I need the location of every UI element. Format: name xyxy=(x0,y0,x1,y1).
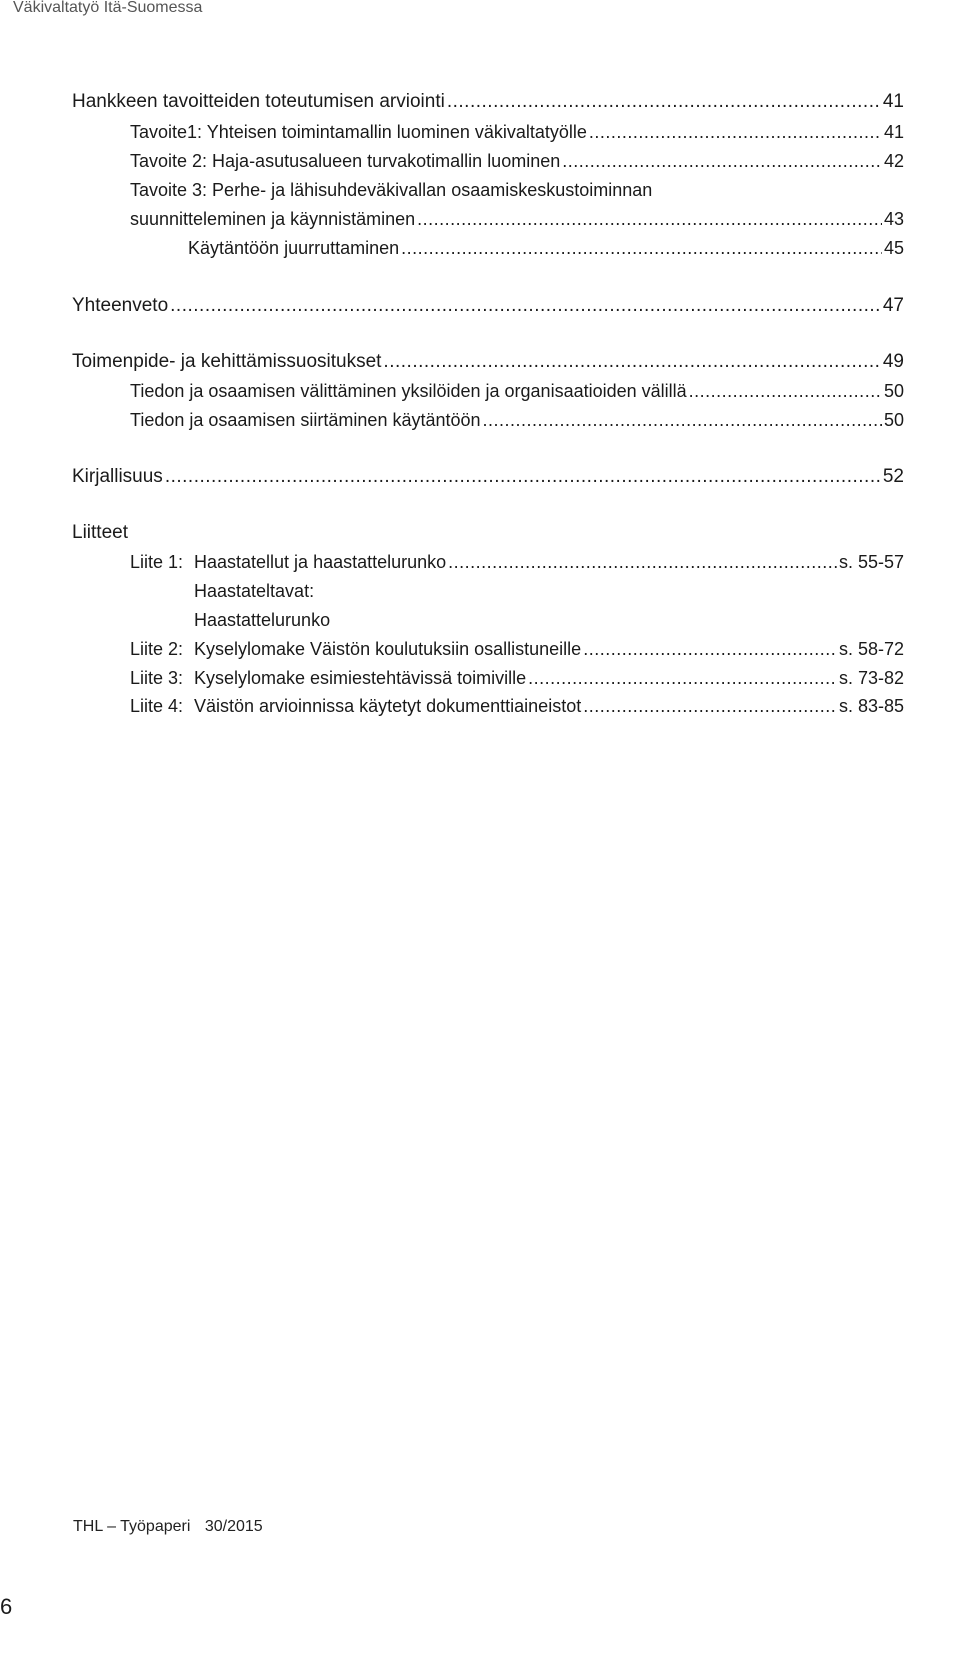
toc-label: Toimenpide- ja kehittämissuositukset xyxy=(72,351,382,372)
leader-dots xyxy=(583,635,837,663)
liite-key: Liite 4: xyxy=(130,696,184,716)
toc-entry-tavoite3-line1[interactable]: Tavoite 3: Perhe- ja lähisuhdeväkivallan osaamiskeskustoiminnan xyxy=(130,180,653,200)
toc-label: Tavoite1: Yhteisen toimintamallin luominen väkivaltatyölle xyxy=(130,122,587,142)
leader-dots xyxy=(170,292,881,320)
toc-page: 42 xyxy=(883,151,904,171)
toc-page: s. 73-82 xyxy=(838,668,904,688)
leader-dots xyxy=(528,664,837,692)
toc-entry-toimenpide[interactable] xyxy=(72,348,904,376)
toc-page: 43 xyxy=(883,209,904,229)
toc-entry-hankkeen[interactable] xyxy=(72,88,904,116)
toc-entry-liite1[interactable] xyxy=(130,548,904,576)
footer-publisher: THL – Työpaperi xyxy=(73,1518,191,1535)
toc-entry-kaytantoon[interactable] xyxy=(188,234,904,262)
toc-label: Käytäntöön juurruttaminen xyxy=(188,238,400,258)
toc-page: 50 xyxy=(883,410,904,430)
toc-subentry-haastattelurunko: Haastattelurunko xyxy=(194,610,331,630)
page-number: 6 xyxy=(0,1594,13,1619)
toc-entry-liite3[interactable] xyxy=(130,664,904,692)
toc-label: Tiedon ja osaamisen välittäminen yksilöiden ja organisaatioiden välillä xyxy=(130,381,687,401)
toc-page: s. 55-57 xyxy=(838,552,904,572)
toc-label: Tiedon ja osaamisen siirtäminen käytäntöön xyxy=(130,410,481,430)
toc-subentry-haastateltavat: Haastateltavat: xyxy=(194,581,315,601)
toc-label: Tavoite 2: Haja-asutusalueen turvakotimallin luominen xyxy=(130,151,561,171)
leader-dots xyxy=(448,548,837,576)
toc-heading-liitteet[interactable]: Liitteet xyxy=(72,522,128,543)
toc-label: Haastatellut ja haastattelurunko xyxy=(194,552,447,572)
leader-dots xyxy=(583,692,837,720)
leader-dots xyxy=(447,88,881,116)
toc-page: 41 xyxy=(882,91,904,112)
toc-page: 41 xyxy=(883,122,904,142)
toc-label: suunnitteleminen ja käynnistäminen xyxy=(130,209,416,229)
liite-key: Liite 1: xyxy=(130,552,184,572)
leader-dots xyxy=(689,377,882,405)
toc-entry-tavoite2[interactable] xyxy=(130,147,904,175)
toc-page: 45 xyxy=(883,238,904,258)
toc-label: Kirjallisuus xyxy=(72,466,163,487)
leader-dots xyxy=(165,463,881,491)
toc-entry-liite4[interactable] xyxy=(130,692,904,720)
toc-entry-tavoite1[interactable] xyxy=(130,118,904,146)
footer-issue: 30/2015 xyxy=(204,1518,263,1535)
toc-label: Yhteenveto xyxy=(72,295,169,316)
toc-entry-kirjallisuus[interactable] xyxy=(72,463,904,491)
toc-label: Kyselylomake Väistön koulutuksiin osallistuneille xyxy=(194,639,582,659)
toc-label: Kyselylomake esimiestehtävissä toimiville xyxy=(194,668,527,688)
toc-entry-liite2[interactable] xyxy=(130,635,904,663)
toc-label: Väistön arvioinnissa käytetyt dokumenttiaineistot xyxy=(194,696,582,716)
toc-entry-tavoite3[interactable] xyxy=(130,205,904,233)
toc-entry-tiedon-siirtaminen[interactable] xyxy=(130,406,904,434)
toc-page: 49 xyxy=(882,351,904,372)
toc-page: s. 58-72 xyxy=(838,639,904,659)
toc-label: Hankkeen tavoitteiden toteutumisen arviointi xyxy=(72,91,445,112)
leader-dots xyxy=(483,406,882,434)
leader-dots xyxy=(562,147,882,175)
toc-page: 47 xyxy=(882,295,904,316)
liite-key: Liite 2: xyxy=(130,639,184,659)
toc-page: 52 xyxy=(882,466,904,487)
toc-entry-tiedon-valittaminen[interactable] xyxy=(130,377,904,405)
leader-dots xyxy=(383,348,880,376)
footer xyxy=(73,1518,263,1536)
leader-dots xyxy=(589,118,882,146)
leader-dots xyxy=(417,205,882,233)
toc-entry-yhteenveto[interactable] xyxy=(72,292,904,320)
liite-key: Liite 3: xyxy=(130,668,184,688)
running-head: Väkivaltatyö Itä-Suomessa xyxy=(13,0,203,16)
toc-page: 50 xyxy=(883,381,904,401)
leader-dots xyxy=(401,234,882,262)
toc-page: s. 83-85 xyxy=(838,696,904,716)
